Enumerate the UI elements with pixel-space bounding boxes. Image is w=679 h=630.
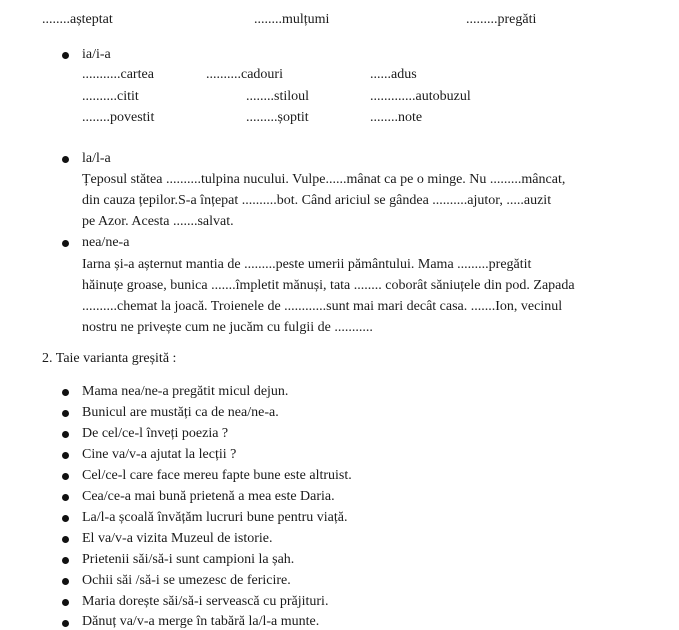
- ia-word: .........șoptit: [246, 110, 309, 125]
- list-item: Mama nea/ne-a pregătit micul dejun.: [82, 384, 289, 399]
- paragraph-line: hăinuțe groase, bunica .......împletit mănuși, tata ........ coborât săniuțele din pod. Zapada: [82, 278, 575, 293]
- list-item: La/l-a școală învățăm lucruri bune pentru viață.: [82, 510, 348, 525]
- list-item: Bunicul are mustăți ca de nea/ne-a.: [82, 405, 279, 420]
- bullet-icon: [62, 536, 69, 543]
- ia-word: ...........cartea: [82, 67, 154, 82]
- exercise-2-title: 2. Taie varianta greșită :: [42, 351, 177, 366]
- bullet-icon: [62, 473, 69, 480]
- bullet-icon: [62, 452, 69, 459]
- bullet-icon: [62, 515, 69, 522]
- ia-word: ..........cadouri: [206, 67, 283, 82]
- ia-word: ........note: [370, 110, 423, 125]
- ia-word: .............autobuzul: [370, 89, 471, 104]
- bullet-icon: [62, 156, 69, 163]
- list-item: Ochii săi /să-i se umezesc de fericire.: [82, 573, 291, 588]
- paragraph-line: pe Azor. Acesta .......salvat.: [82, 214, 234, 229]
- bullet-icon: [62, 494, 69, 501]
- ia-word: ........stiloul: [246, 89, 310, 104]
- bullet-icon: [62, 599, 69, 606]
- bullet-icon: [62, 52, 69, 59]
- list-item: Prietenii săi/să-i sunt campioni la șah.: [82, 552, 295, 567]
- paragraph-line: nostru ne privește cum ne jucăm cu fulgii de ...........: [82, 320, 373, 335]
- section-nea-paragraph: [82, 254, 642, 338]
- bullet-icon: [62, 410, 69, 417]
- bullet-icon: [62, 620, 69, 627]
- bullet-icon: [62, 557, 69, 564]
- section-heading-la: la/l-a: [82, 151, 111, 166]
- list-item: Cel/ce-l care face mereu fapte bune este altruist.: [82, 468, 352, 483]
- paragraph-line: ..........chemat la joacă. Troienele de ............sunt mai mari decât casa. .......Ion, vecinul: [82, 299, 563, 314]
- section-heading-nea: nea/ne-a: [82, 235, 130, 250]
- list-item: Dănuț va/v-a merge în tabără la/l-a munte.: [82, 614, 320, 629]
- ia-word: ........povestit: [82, 110, 155, 125]
- top-word-2: ........mulțumi: [254, 12, 330, 27]
- top-word-1: ........așteptat: [42, 12, 113, 27]
- list-item: El va/v-a vizita Muzeul de istorie.: [82, 531, 273, 546]
- list-item: Cea/ce-a mai bună prietenă a mea este Daria.: [82, 489, 335, 504]
- top-word-3: .........pregăti: [466, 12, 537, 27]
- section-la-paragraph: [82, 169, 642, 232]
- paragraph-line: Țeposul stătea ..........tulpina nucului. Vulpe......mânat ca pe o minge. Nu .........mâncat,: [82, 172, 566, 187]
- list-item: Maria dorește săi/să-i servească cu prăjituri.: [82, 594, 329, 609]
- bullet-icon: [62, 389, 69, 396]
- paragraph-line: Iarna și-a așternut mantia de .........peste umerii pământului. Mama .........pregătit: [82, 257, 532, 272]
- list-item: De cel/ce-l înveți poezia ?: [82, 426, 229, 441]
- ia-word: ......adus: [370, 67, 417, 82]
- bullet-icon: [62, 578, 69, 585]
- paragraph-line: din cauza țepilor.S-a înțepat ..........bot. Când ariciul se gândea ..........ajutor, .....auzit: [82, 193, 552, 208]
- bullet-icon: [62, 431, 69, 438]
- bullet-icon: [62, 240, 69, 247]
- ia-word: ..........citit: [82, 89, 139, 104]
- section-heading-ia: ia/i-a: [82, 47, 111, 62]
- list-item: Cine va/v-a ajutat la lecții ?: [82, 447, 237, 462]
